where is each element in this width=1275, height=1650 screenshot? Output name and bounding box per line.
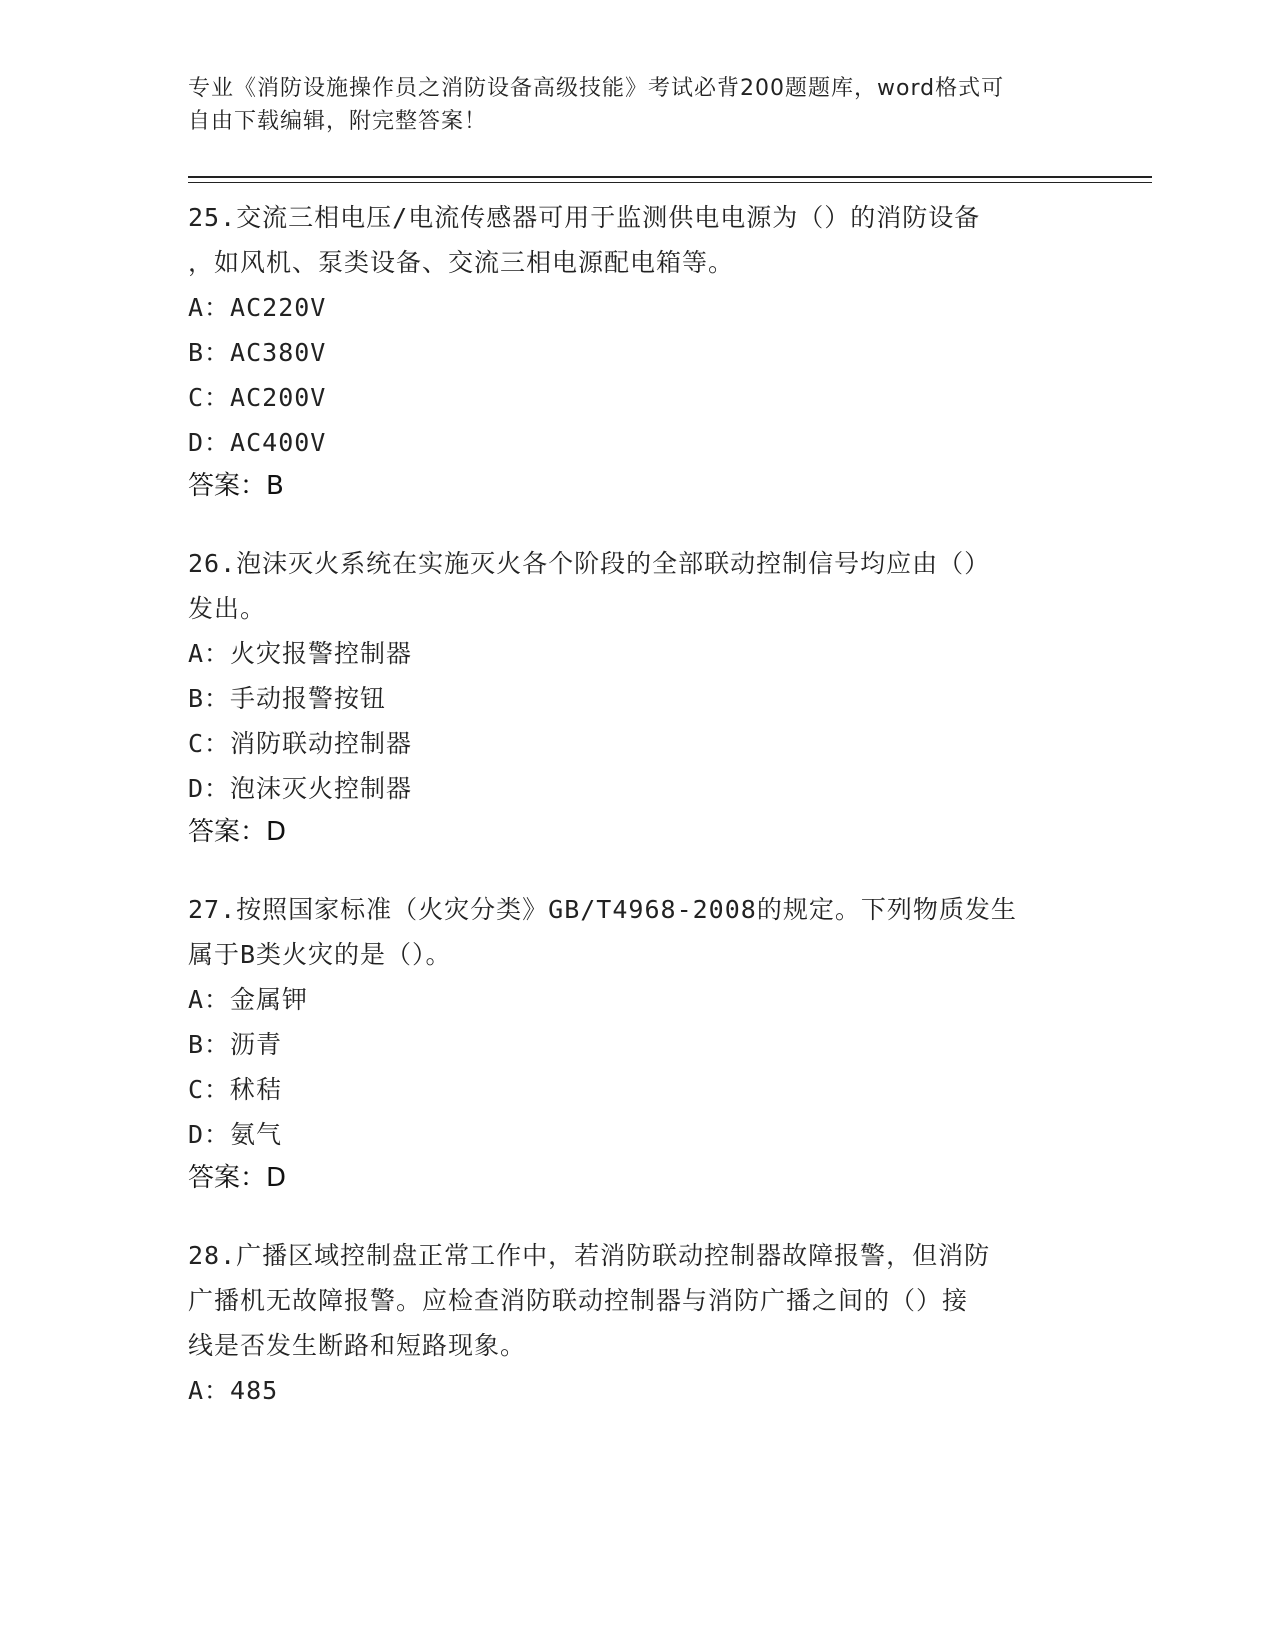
answer: 答案：B — [188, 471, 284, 501]
question-list — [188, 189, 1078, 1446]
question-stem — [188, 887, 1078, 977]
header-line-2: 自由下载编辑，附完整答案！ — [188, 109, 488, 134]
header-divider-thin — [188, 182, 1152, 183]
stem-line: 27.按照国家标准（火灾分类》GB/T4968-2008的规定。下列物质发生 — [188, 895, 1017, 924]
option-d: D：泡沫灭火控制器 — [188, 774, 413, 803]
option-d: D：AC400V — [188, 428, 327, 457]
option-a: A：485 — [188, 1376, 279, 1405]
answer: 答案：D — [188, 1163, 287, 1193]
stem-line: 28.广播区域控制盘正常工作中，若消防联动控制器故障报警，但消防 — [188, 1241, 991, 1270]
header-line-1: 专业《消防设施操作员之消防设备高级技能》考试必背200题题库，word格式可 — [188, 76, 1005, 101]
option-a: A：AC220V — [188, 293, 327, 322]
answer: 答案：D — [188, 817, 287, 847]
stem-line: ，如风机、泵类设备、交流三相电源配电箱等。 — [188, 248, 735, 277]
stem-line: 属于B类火灾的是（）。 — [188, 940, 452, 969]
option-b: B：AC380V — [188, 338, 327, 367]
option-c: C：消防联动控制器 — [188, 729, 413, 758]
question-28 — [188, 1233, 1078, 1413]
stem-line: 发出。 — [188, 594, 267, 623]
stem-line: 线是否发生断路和短路现象。 — [188, 1331, 527, 1360]
stem-line: 广播机无故障报警。应检查消防联动控制器与消防广播之间的（）接 — [188, 1286, 969, 1315]
stem-line: 25.交流三相电压/电流传感器可用于监测供电电源为（）的消防设备 — [188, 203, 981, 232]
option-b: B：手动报警按钮 — [188, 684, 387, 713]
option-b: B：沥青 — [188, 1030, 283, 1059]
option-c: C：AC200V — [188, 383, 327, 412]
header-divider-thick — [188, 176, 1152, 178]
document-header — [188, 72, 1068, 138]
option-a: A：火灾报警控制器 — [188, 639, 413, 668]
question-stem — [188, 541, 1078, 631]
option-d: D：氨气 — [188, 1120, 283, 1149]
question-26 — [188, 541, 1078, 854]
question-27 — [188, 887, 1078, 1200]
question-stem — [188, 1233, 1078, 1368]
option-a: A：金属钾 — [188, 985, 309, 1014]
question-stem — [188, 195, 1078, 285]
option-c: C：秫秸 — [188, 1075, 283, 1104]
stem-line: 26.泡沫灭火系统在实施灭火各个阶段的全部联动控制信号均应由（） — [188, 549, 991, 578]
question-25 — [188, 195, 1078, 508]
